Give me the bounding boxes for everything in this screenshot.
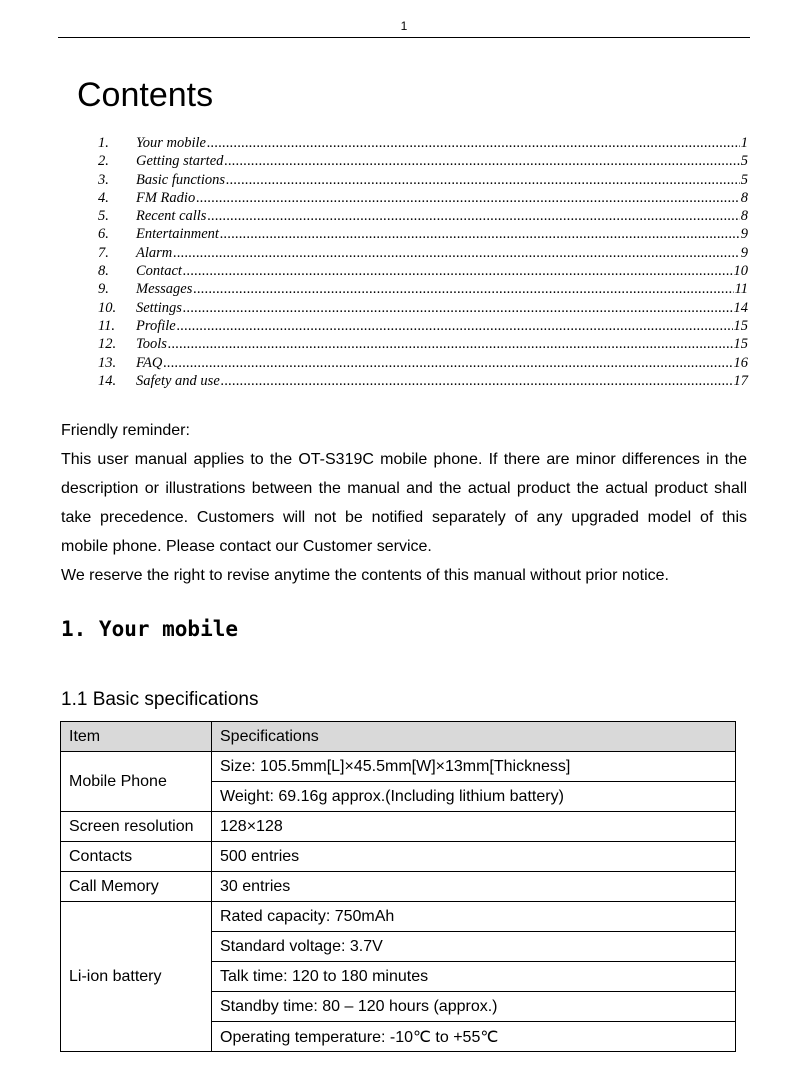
header-rule [58,37,750,38]
table-row [61,812,736,842]
reminder-line: description or illustrations between the manual and the actual product the actual product shall [61,480,747,497]
reminder-line: take precedence. Customers will not be notified separately of any upgraded model of this [61,509,747,526]
table-row [61,872,736,902]
toc-page: 17 [733,372,748,389]
toc-number: 10. [98,299,117,316]
toc-number: 7. [98,244,109,261]
toc-number: 9. [98,281,109,298]
reminder-line: This user manual applies to the OT-S319C mobile phone. If there are minor differences in the [61,451,747,468]
toc-leader [207,134,740,152]
spec-weight: Weight: 69.16g approx.(Including lithium battery) [212,782,736,812]
header-item: Item [61,722,212,752]
toc-number: 1. [98,135,109,151]
section-heading: 1. Your mobile [61,617,239,641]
toc-page: 1 [740,135,748,151]
toc-entry[interactable] [98,280,748,298]
toc-page: 5 [740,171,748,188]
table-row [61,902,736,932]
toc-title: Your mobile [136,135,206,151]
toc-entry[interactable] [98,299,748,317]
spec-size: Size: 105.5mm[L]×45.5mm[W]×13mm[Thickness] [212,752,736,782]
row-label-screen-resolution: Screen resolution [61,812,212,842]
toc-entry[interactable] [98,335,748,353]
toc-title: Alarm [136,244,173,261]
toc-leader [196,189,740,207]
toc-page: 10 [733,263,748,280]
spec-standby-time: Standby time: 80 – 120 hours (approx.) [212,992,736,1022]
friendly-reminder [61,416,747,590]
toc-entry[interactable] [98,317,748,335]
toc-leader [207,207,739,225]
toc-title: Basic functions [136,171,226,188]
toc-leader [163,354,732,372]
toc-number: 8. [98,263,109,280]
toc-number: 12. [98,336,117,353]
toc-page: 14 [733,299,748,316]
spec-standard-voltage: Standard voltage: 3.7V [212,932,736,962]
toc-page: 8 [740,189,748,206]
toc-page: 9 [740,244,748,261]
toc-number: 4. [98,189,109,206]
toc-number: 3. [98,171,109,188]
toc-page: 16 [733,354,748,371]
toc-page: 9 [740,226,748,243]
contents-title: Contents [77,76,214,114]
page-number: 1 [400,19,408,33]
toc-entry[interactable] [98,152,748,170]
toc-number: 5. [98,208,109,225]
toc-leader [226,171,740,189]
toc-number: 13. [98,354,117,371]
row-label-mobile-phone: Mobile Phone [61,752,212,812]
toc-number: 11. [98,317,116,334]
reminder-line: mobile phone. Please contact our Customer service. [61,538,432,555]
spec-operating-temperature: Operating temperature: -10℃ to +55℃ [212,1022,736,1052]
spec-talk-time: Talk time: 120 to 180 minutes [212,962,736,992]
toc-leader [224,152,739,170]
spec-call-memory: 30 entries [212,872,736,902]
spec-contacts: 500 entries [212,842,736,872]
toc-page: 15 [733,317,748,334]
table-of-contents [98,134,748,390]
toc-title: Contact [136,263,182,280]
toc-title: Getting started [136,153,224,170]
table-header-row [61,722,736,752]
toc-title: FAQ [136,354,163,371]
toc-leader [221,372,733,390]
toc-title: Entertainment [136,226,219,243]
toc-page: 5 [740,153,748,170]
spec-screen-resolution: 128×128 [212,812,736,842]
toc-leader [220,225,740,243]
toc-title: Profile [136,317,176,334]
toc-page: 15 [733,336,748,353]
toc-entry[interactable] [98,244,748,262]
toc-page: 8 [740,208,748,225]
toc-entry[interactable] [98,189,748,207]
toc-entry[interactable] [98,372,748,390]
toc-entry[interactable] [98,171,748,189]
toc-number: 2. [98,153,109,170]
table-row [61,752,736,782]
header-specifications: Specifications [212,722,736,752]
toc-leader [183,299,733,317]
toc-leader [183,262,733,280]
toc-entry[interactable] [98,207,748,225]
toc-number: 6. [98,226,109,243]
toc-entry[interactable] [98,225,748,243]
toc-title: FM Radio [136,189,196,206]
toc-leader [177,317,733,335]
toc-leader [193,280,733,298]
toc-title: Tools [136,336,167,353]
toc-title: Safety and use [136,372,220,389]
row-label-call-memory: Call Memory [61,872,212,902]
table-row [61,842,736,872]
reminder-heading: Friendly reminder: [61,422,190,439]
spec-rated-capacity: Rated capacity: 750mAh [212,902,736,932]
toc-title: Settings [136,299,182,316]
reminder-line: We reserve the right to revise anytime the contents of this manual without prior notice. [61,567,669,584]
specifications-table [60,721,736,1052]
row-label-contacts: Contacts [61,842,212,872]
row-label-li-ion-battery: Li-ion battery [61,902,212,1052]
toc-entry[interactable] [98,134,748,152]
toc-title: Recent calls [136,208,207,225]
toc-page: 11 [734,281,748,298]
toc-entry[interactable] [98,262,748,280]
toc-title: Messages [136,281,193,298]
toc-leader [168,335,733,353]
toc-leader [173,244,740,262]
toc-number: 14. [98,372,117,389]
subsection-heading: 1.1 Basic specifications [61,689,259,710]
toc-entry[interactable] [98,354,748,372]
